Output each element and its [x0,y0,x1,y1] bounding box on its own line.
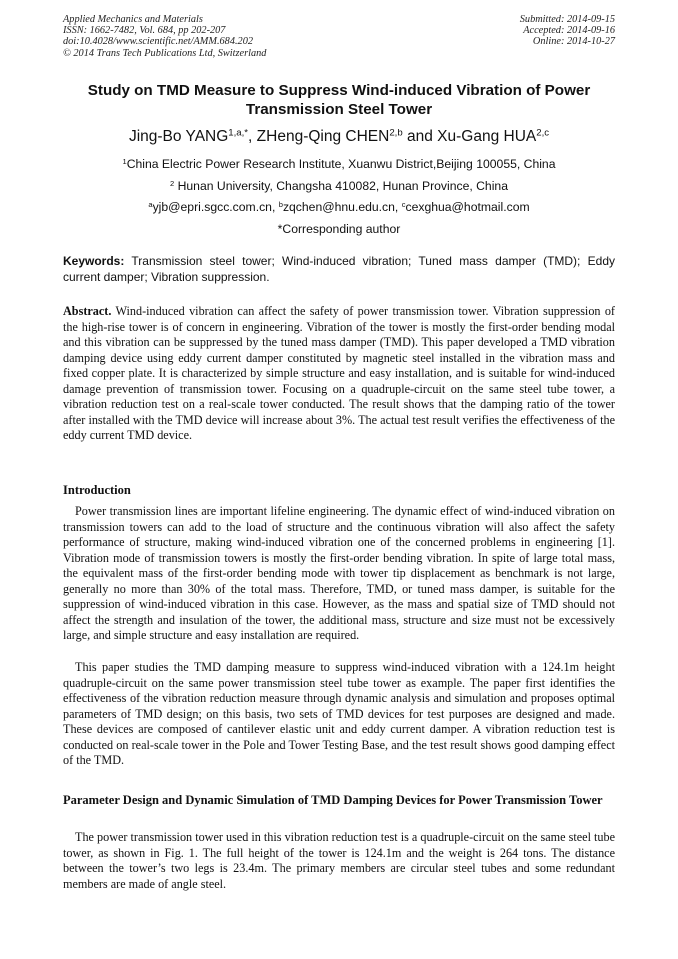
email-sup: b [278,199,283,209]
author-name: Xu-Gang HUA [437,128,537,145]
journal-info [63,14,266,59]
journal-doi: doi:10.4028/www.scientific.net/AMM.684.202 [63,36,253,48]
abstract [63,304,615,444]
email-link: yjb@epri.sgcc.com.cn, [152,200,279,214]
accepted-date: Accepted: 2014-09-16 [523,25,615,37]
email-link: cexghua@hotmail.com [405,200,530,214]
email-sup: c [401,199,406,209]
introduction-paragraph: Power transmission lines are important lifeline engineering. The dynamic effect of wind-induced vibration on transmission towers can add to the load of structure and the continuous vibration will also affect the safety performance of structure, making wind-induced vibration one of the concerned problems in engineering [1]. Vibration mode of transmission towers is mostly the first-order bending vibration. In spite of large total mass, the equivalent mass of the first-order bending mode with tower tip displacement as benchmark is not large, generally no more than 30% of the total mass. Therefore, TMD, or tuned mass damper, is suitable for the suppression of wind-induced vibration in this case. However, as the mass and spatial size of TMD should not affect the strength and insulation of the tower, the additional mass, structure and size must not be excessively large, and simple structure and easy installation are required. [63,504,615,642]
email-sup: a [148,199,153,209]
affiliation-2 [40,178,638,194]
section-heading-introduction: Introduction [63,483,131,497]
online-date: Online: 2014-10-27 [532,36,615,48]
section-paragraph: The power transmission tower used in this vibration reduction test is a quadruple-circuit on the same steel tube tower, as shown in Fig. 1. The full height of the tower is 124.1m and the weight is 264 tons. The distance between the tower’s two legs is 23.4m. The primary members are circular steel tubes and some redundant members are made of angle steel. [63,830,615,891]
author-name: Jing-Bo YANG [128,128,229,145]
author-sup: 1,a,* [228,127,249,139]
section-heading-parameter-design: Parameter Design and Dynamic Simulation of TMD Damping Devices for Power Transmission Tower [63,793,603,807]
keywords [63,253,615,285]
introduction-paragraph: This paper studies the TMD damping measure to suppress wind-induced vibration with a 124.1m height quadruple-circuit on the same power transmission steel tube tower as example. The paper first identifies the effectiveness of the vibration reduction measure through dynamic analysis and simulation and proposes optimal parameters of TMD design; on this basis, two sets of TMD devices for test purposes are designed and made. These devices are composed of cantilever elastic unit and eddy current damper. A vibration reduction test is conducted on real-scale tower in the Pole and Tower Testing Base, and the test result shows good damping effect of the TMD. [63,660,615,767]
author-separator: and [402,128,438,145]
affiliation-sup: 1 [122,156,127,166]
author-separator: , [248,128,257,145]
journal-issn: ISSN: 1662-7482, Vol. 684, pp 202-207 [63,25,226,37]
journal-copyright: © 2014 Trans Tech Publications Ltd, Switzerland [63,47,267,59]
abstract-text: Wind-induced vibration can affect the safety of power transmission tower. Vibration suppression of the high-rise tower is of concern in engineering. Vibration of the tower is mostly the first-order bending modal and this vibration can be suppressed by the tuned mass damper (TMD). This paper developed a TMD vibration damping device using eddy current damper constituted by magnetic steel installed in the vibration mass and fixed copper plate. It is characterized by simple structure and easy installation, and is suitable for wind-induced damage prevention of transmission tower. Focusing on a quadruple-circuit on the same steel tube tower, a vibration reduction test on a real-scale tower conducted. The result shows that the damping ratio of the tower after installed with the TMD device will increase about 3%. The actual test result verifies the effectiveness of the eddy current TMD device. [63,304,615,442]
keywords-text: Transmission steel tower; Wind-induced vibration; Tuned mass damper (TMD); Eddy current damper; Vibration suppression. [63,254,615,284]
paper-title: Study on TMD Measure to Suppress Wind-induced Vibration of Power Transmission Steel Tower [87,82,591,118]
author-name: ZHeng-Qing CHEN [256,128,390,145]
submission-dates [520,14,615,48]
affiliation-text: China Electric Power Research Institute, Xuanwu District,Beijing 100055, China [126,157,556,171]
affiliation-sup: 2 [170,178,175,188]
author-list [40,127,638,147]
affiliation-1 [40,156,638,172]
submitted-date: Submitted: 2014-09-15 [519,14,615,25]
email-link: zqchen@hnu.edu.cn, [282,200,402,214]
author-sup: 2,c [536,127,550,139]
affiliation-text: Hunan University, Changsha 410082, Hunan Province, China [174,179,508,193]
author-emails [40,199,638,215]
keywords-label: Keywords: [63,254,125,268]
corresponding-author-note: *Corresponding author [277,222,401,236]
journal-name: Applied Mechanics and Materials [63,14,203,25]
author-sup: 2,b [389,127,403,139]
abstract-label: Abstract. [63,304,112,318]
